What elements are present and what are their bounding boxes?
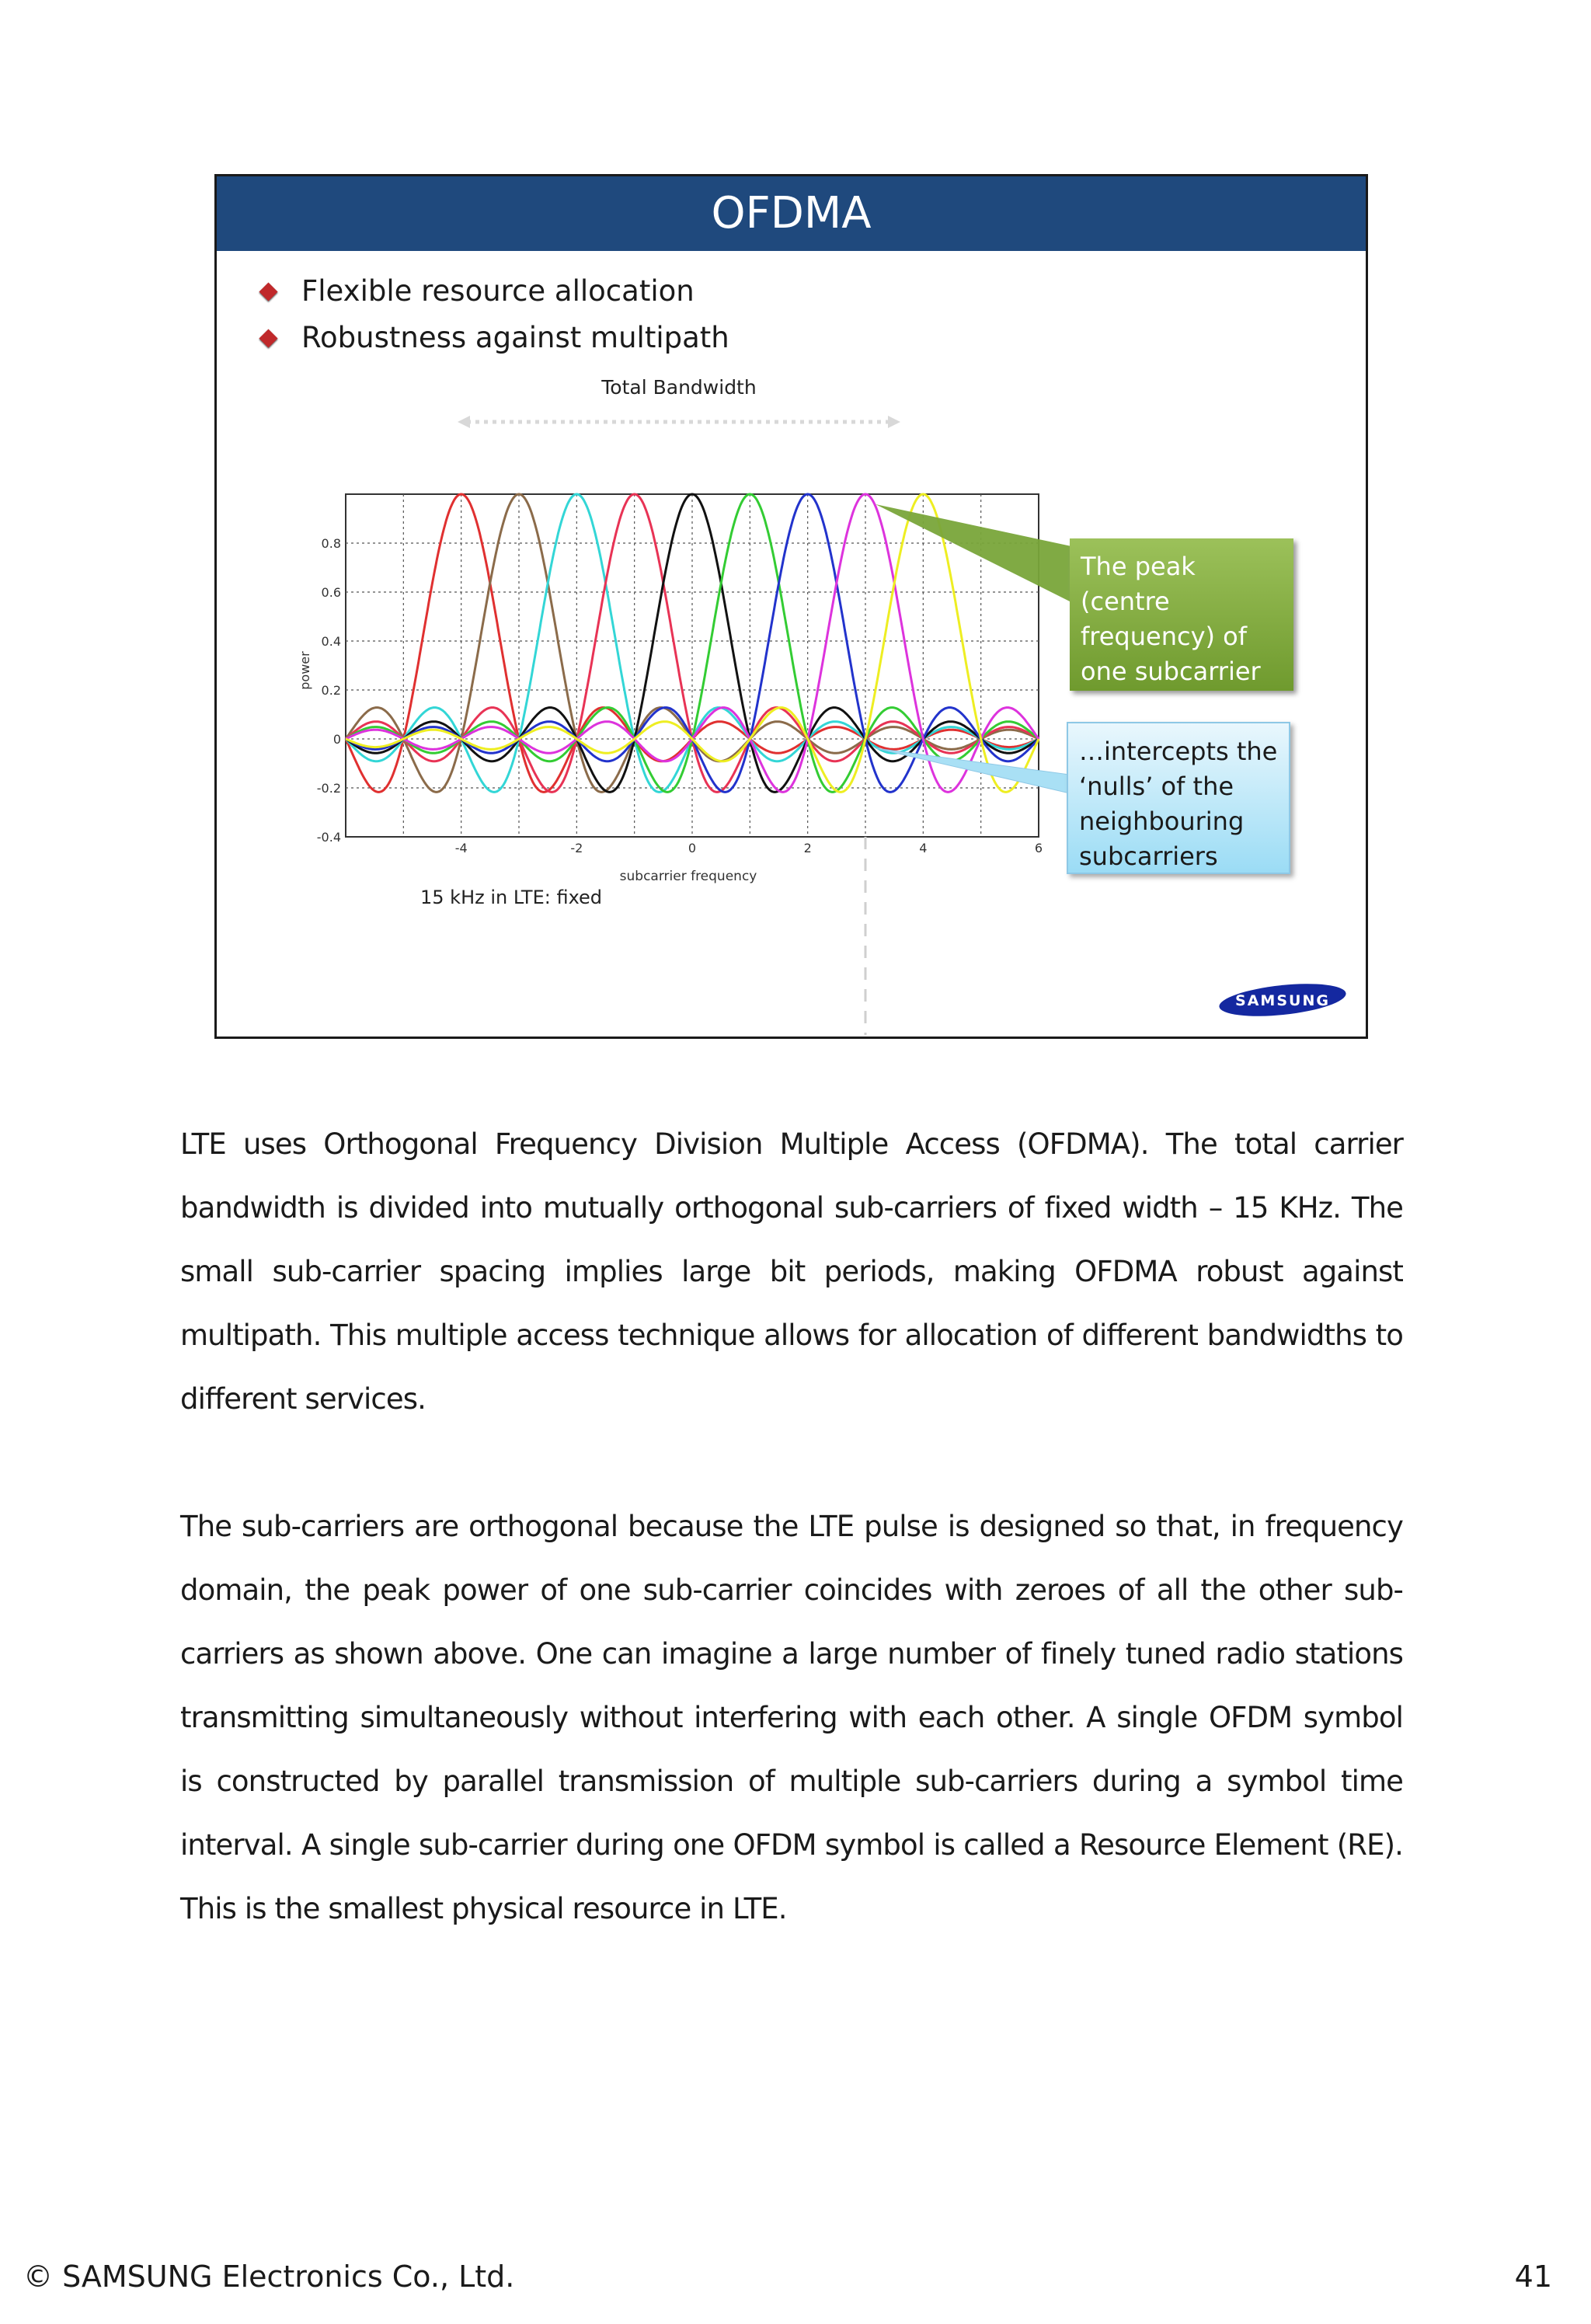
samsung-logo [1217, 983, 1348, 1017]
null-callout: …intercepts the ‘nulls’ of the neighbouring subcarriers [1067, 722, 1290, 874]
x-tick-label: 0 [688, 841, 697, 855]
y-tick-label: -0.2 [316, 781, 341, 796]
x-tick-label: -2 [570, 841, 583, 855]
slide-title: OFDMA [711, 188, 872, 239]
slide-bullet-text: Robustness against multipath [301, 321, 729, 354]
y-tick-label: 0.2 [321, 683, 341, 698]
slide-bullet-text: Flexible resource allocation [301, 274, 695, 308]
x-tick-label: 4 [919, 841, 928, 855]
body-paragraph-orthogonality: The sub-carriers are orthogonal because the LTE pulse is designed so that, in frequency domain, the peak power of one sub-carrier coincides with zeroes of all the other sub-carriers as shown above. One can imagine a large number of finely tuned radio stations transmitting simultaneously without interfering with each other. A single OFDM symbol is constructed by parallel transmission of multiple sub-carriers during a symbol time interval. A single sub-carrier during one OFDM symbol is called a Resource Element (RE). This is the smallest physical resource in LTE. [180, 1510, 1403, 1925]
body-paragraph-ofdma: LTE uses Orthogonal Frequency Division Multiple Access (OFDMA). The total carrier bandwidth is divided into mutually orthogonal sub-carriers of fixed width – 15 KHz. The small sub-carrier spacing implies large bit periods, making OFDMA robust against multipath. This multiple access technique allows for allocation of different bandwidths to different services. [180, 1127, 1403, 1416]
y-tick-label: 0.4 [321, 634, 341, 649]
x-tick-labels [455, 841, 1043, 855]
total-bandwidth-label: Total Bandwidth [601, 376, 757, 399]
y-tick-label: 0.8 [321, 536, 341, 551]
y-axis-label: power [298, 651, 312, 690]
x-tick-label: -4 [454, 841, 468, 855]
x-axis-label: subcarrier frequency [619, 869, 757, 884]
ofdma-slide-figure [214, 174, 1368, 1039]
plot-area [346, 494, 1039, 837]
y-tick-labels [317, 536, 341, 845]
peak-callout: The peak (centre frequency) of one subcarrier … [1070, 538, 1293, 691]
y-tick-label: 0 [332, 732, 341, 747]
spacing-note: 15 kHz in LTE: fixed [420, 887, 603, 908]
x-tick-label: 2 [803, 841, 812, 855]
y-tick-label: 0.6 [321, 585, 341, 600]
footer-copyright: © SAMSUNG Electronics Co., Ltd. [23, 2260, 515, 2294]
x-tick-label: 6 [1034, 841, 1043, 855]
y-tick-label: -0.4 [316, 830, 341, 845]
total-bandwidth-arrow [458, 416, 900, 428]
svg-text:SAMSUNG: SAMSUNG [1235, 992, 1330, 1009]
page-number: 41 [1514, 2260, 1552, 2294]
